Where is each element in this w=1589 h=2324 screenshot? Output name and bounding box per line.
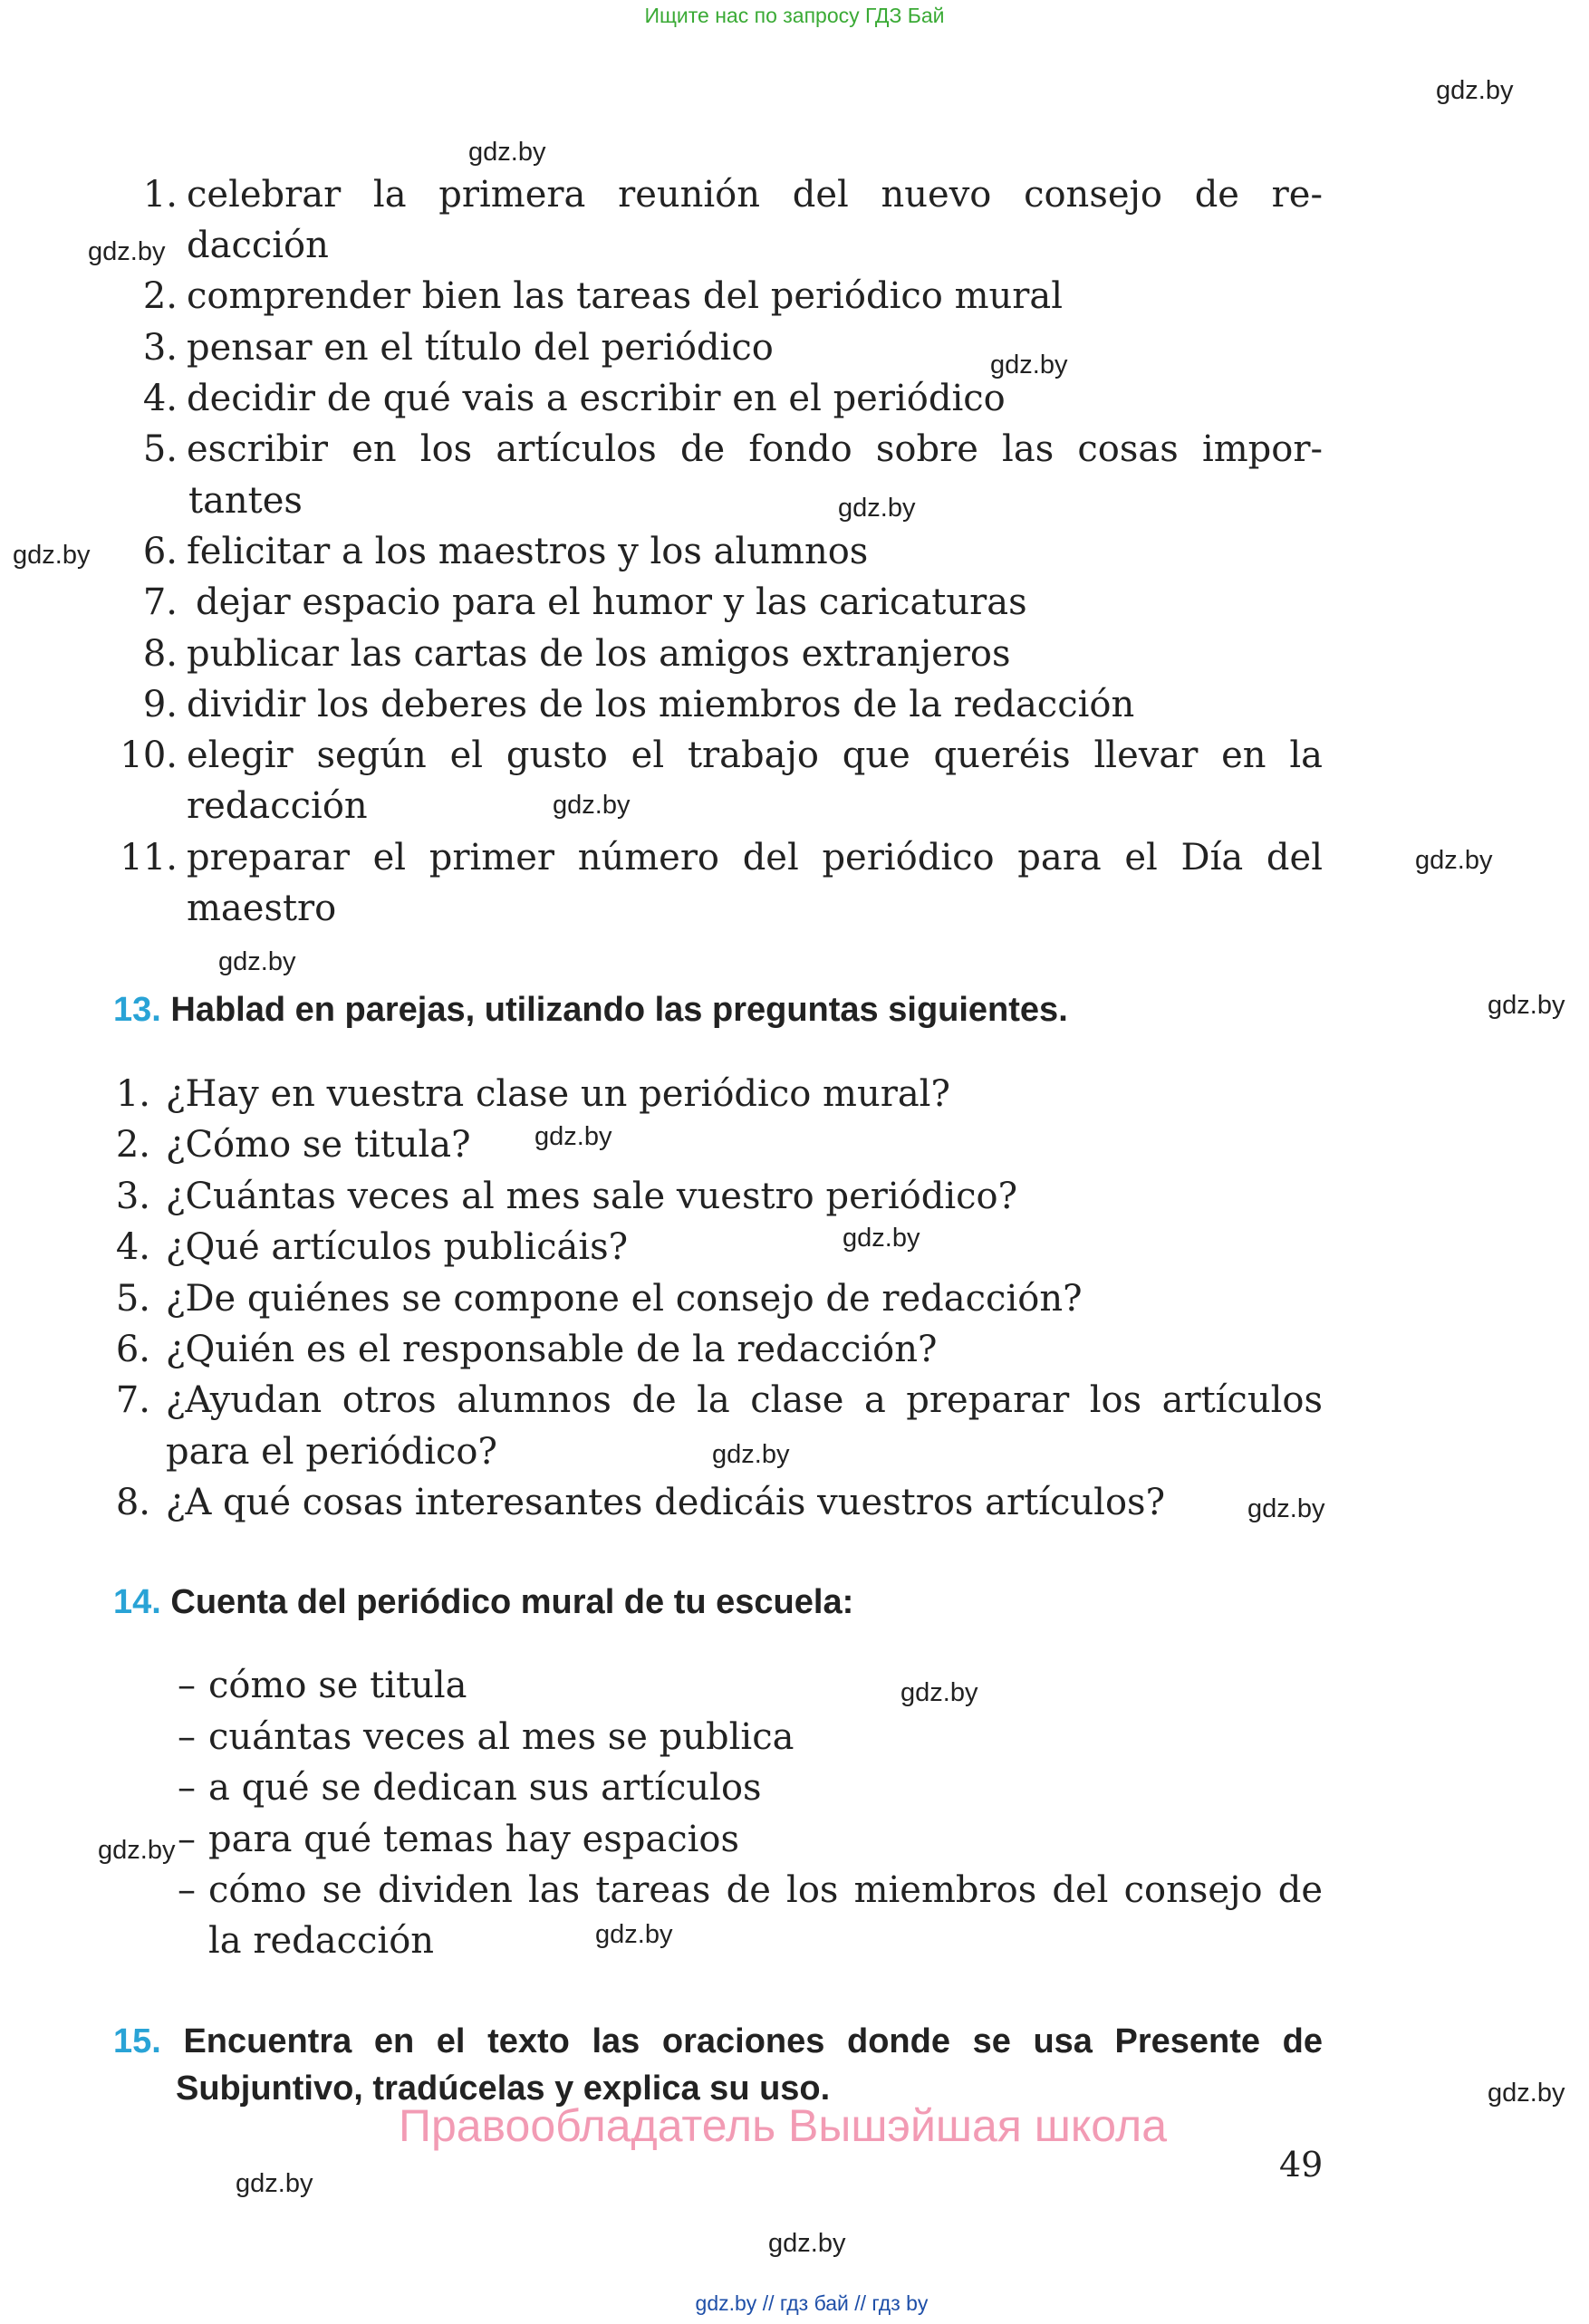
copyright-text: Правообладатель Вышэйшая школа xyxy=(399,2100,1167,2151)
exercise-13-heading xyxy=(113,991,1068,1030)
watermark: gdz.by xyxy=(13,541,91,570)
question-text: ¿Quién es el responsable de la redacción? xyxy=(166,1329,938,1370)
exercise-number: 13. xyxy=(113,991,161,1029)
watermark: gdz.by xyxy=(88,237,166,266)
exercise-title: Hablad en parejas, utilizando las preguntas siguientes. xyxy=(170,991,1068,1029)
watermark: gdz.by xyxy=(1488,2079,1565,2108)
question-text: ¿Ayudan otros alumnos de la clase a preparar los artículos xyxy=(166,1379,1323,1421)
question-number: 6. xyxy=(115,1329,150,1370)
watermark: gdz.by xyxy=(712,1440,790,1469)
list-item-number: 11. xyxy=(120,837,178,879)
list-item xyxy=(178,1869,1323,1911)
list-item-text: para qué temas hay espacios xyxy=(208,1819,740,1860)
question-text: ¿Hay en vuestra clase un periódico mural? xyxy=(166,1073,950,1115)
list-item-text: felicitar a los maestros y los alumnos xyxy=(187,531,869,572)
exercise-title: Encuentra en el texto las oraciones donde se usa Presente de xyxy=(183,2022,1323,2060)
list-item-number: 2. xyxy=(142,275,178,317)
list-item-number: 3. xyxy=(142,327,178,369)
list-item-text: maestro xyxy=(187,888,337,929)
list-item-text: elegir según el gusto el trabajo que queréis llevar en la xyxy=(187,735,1323,776)
list-item-text: cómo se titula xyxy=(208,1665,467,1706)
list-item-text: dacción xyxy=(187,225,329,266)
watermark: gdz.by xyxy=(1247,1494,1325,1523)
list-item-number: 1. xyxy=(142,174,178,216)
list-item-text: redacción xyxy=(187,785,368,827)
list-item-text: celebrar la primera reunión del nuevo consejo de re- xyxy=(187,174,1323,216)
question-text: ¿Cómo se titula? xyxy=(166,1124,471,1166)
question-number: 5. xyxy=(115,1278,150,1320)
list-item-text: comprender bien las tareas del periódico mural xyxy=(187,275,1064,317)
bottom-banner: gdz.by // гдз бай // гдз by xyxy=(695,2291,929,2315)
question-number: 4. xyxy=(115,1226,150,1268)
list-item-number: 9. xyxy=(142,684,178,725)
dash-bullet: – xyxy=(178,1819,196,1860)
question-text: para el periódico? xyxy=(166,1431,497,1473)
list-item-text: publicar las cartas de los amigos extranjeros xyxy=(187,633,1011,675)
watermark: gdz.by xyxy=(553,791,631,820)
list-item-number: 6. xyxy=(142,531,178,572)
watermark: gdz.by xyxy=(595,1920,673,1949)
list-item-text: la redacción xyxy=(208,1920,435,1962)
list-item-text: a qué se dedican sus artículos xyxy=(208,1767,762,1809)
question-number: 8. xyxy=(115,1482,150,1523)
list-item-text: cuántas veces al mes se publica xyxy=(208,1716,794,1758)
watermark: gdz.by xyxy=(990,351,1068,379)
list-item xyxy=(178,1716,794,1758)
list-item-text: decidir de qué vais a escribir en el periódico xyxy=(187,378,1006,419)
watermark: gdz.by xyxy=(218,947,296,976)
question-number: 2. xyxy=(115,1124,150,1166)
question-number: 3. xyxy=(115,1176,150,1217)
question-number: 1. xyxy=(115,1073,150,1115)
watermark: gdz.by xyxy=(768,2229,846,2258)
watermark: gdz.by xyxy=(1436,76,1514,105)
list-item-text: dejar espacio para el humor y las caricaturas xyxy=(196,581,1027,623)
list-item-text: escribir en los artículos de fondo sobre las cosas impor- xyxy=(187,428,1323,470)
list-item-number: 4. xyxy=(142,378,178,419)
dash-bullet: – xyxy=(178,1716,196,1758)
question-text: ¿A qué cosas interesantes dedicáis vuestros artículos? xyxy=(166,1482,1166,1523)
watermark: gdz.by xyxy=(843,1224,920,1253)
question-text: ¿Cuántas veces al mes sale vuestro periódico? xyxy=(166,1176,1018,1217)
watermark: gdz.by xyxy=(838,494,916,523)
watermark: gdz.by xyxy=(468,138,546,167)
exercise-title: Cuenta del periódico mural de tu escuela: xyxy=(170,1583,854,1621)
question-text: ¿De quiénes se compone el consejo de redacción? xyxy=(166,1278,1083,1320)
dash-bullet: – xyxy=(178,1767,196,1809)
exercise-15-heading xyxy=(113,2022,1323,2061)
watermark: gdz.by xyxy=(900,1678,978,1707)
exercise-title-line2: Subjuntivo, tradúcelas y explica su uso. xyxy=(176,2070,831,2108)
exercise-number: 15. xyxy=(113,2022,161,2060)
watermark: gdz.by xyxy=(236,2169,313,2198)
watermark: gdz.by xyxy=(1415,846,1493,875)
dash-bullet: – xyxy=(178,1665,196,1706)
list-item-number: 7. xyxy=(142,581,178,623)
list-item xyxy=(178,1819,739,1860)
exercise-number: 14. xyxy=(113,1583,161,1621)
question-number: 7. xyxy=(115,1379,150,1421)
list-item-text: dividir los deberes de los miembros de la redacción xyxy=(187,684,1135,725)
list-item xyxy=(178,1767,762,1809)
dash-bullet: – xyxy=(178,1869,196,1911)
top-banner: Ищите нас по запросу ГДЗ Бай xyxy=(644,4,945,27)
list-item xyxy=(178,1665,467,1706)
watermark: gdz.by xyxy=(98,1836,176,1865)
list-item-text: cómo se dividen las tareas de los miembros del consejo de xyxy=(208,1869,1323,1911)
list-item-number: 5. xyxy=(142,428,178,470)
list-item-number: 10. xyxy=(120,735,178,776)
list-item-text: pensar en el título del periódico xyxy=(187,327,774,369)
list-item-text: tantes xyxy=(188,480,303,522)
question-text: ¿Qué artículos publicáis? xyxy=(166,1226,629,1268)
exercise-14-heading xyxy=(113,1583,853,1622)
list-item-number: 8. xyxy=(142,633,178,675)
list-item-text: preparar el primer número del periódico para el Día del xyxy=(187,837,1323,879)
watermark: gdz.by xyxy=(534,1122,612,1151)
page-number: 49 xyxy=(1279,2145,1324,2185)
watermark: gdz.by xyxy=(1488,991,1565,1020)
